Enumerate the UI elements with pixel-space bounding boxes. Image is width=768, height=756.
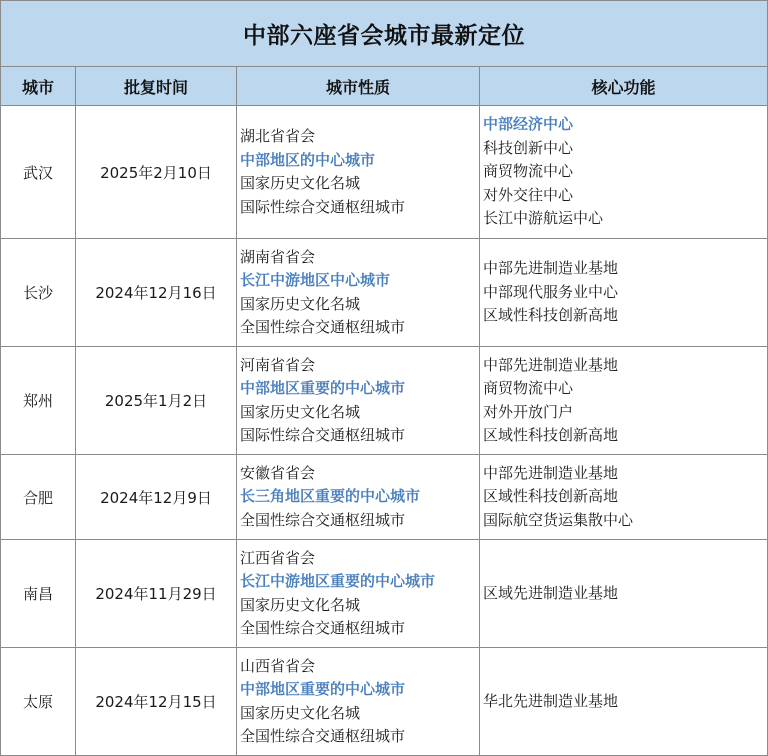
nature-line: 全国性综合交通枢纽城市 (240, 510, 406, 529)
function-line: 区域性科技创新高地 (483, 487, 619, 506)
approval-date-cell: 2024年11月29日 (76, 540, 237, 648)
header-nature: 城市性质 (237, 67, 480, 106)
function-line: 中部现代服务业中心 (483, 282, 619, 301)
function-line: 中部先进制造业基地 (483, 463, 619, 482)
nature-line: 河南省省会 (240, 355, 316, 374)
city-cell: 合肥 (1, 455, 76, 540)
city-cell: 郑州 (1, 347, 76, 455)
core-function-cell (480, 455, 768, 540)
nature-highlight-line: 中部地区重要的中心城市 (240, 379, 406, 397)
approval-date-cell: 2024年12月9日 (76, 455, 237, 540)
function-line: 中部先进制造业基地 (483, 259, 619, 278)
city-cell: 太原 (1, 648, 76, 756)
city-cell: 武汉 (1, 106, 76, 239)
function-line: 科技创新中心 (483, 138, 574, 157)
nature-highlight-line: 长江中游地区重要的中心城市 (240, 572, 436, 590)
function-line: 对外开放门户 (483, 402, 574, 421)
city-nature-cell (237, 239, 480, 347)
table-body (1, 106, 768, 756)
table-row (1, 540, 768, 648)
approval-date-cell: 2025年1月2日 (76, 347, 237, 455)
core-function-cell (480, 347, 768, 455)
nature-line: 国际性综合交通枢纽城市 (240, 426, 406, 444)
table-row (1, 455, 768, 540)
table-row (1, 239, 768, 347)
header-city: 城市 (1, 67, 76, 106)
header-row (1, 67, 768, 106)
function-line: 区域性科技创新高地 (483, 306, 619, 325)
city-nature-cell (237, 455, 480, 540)
nature-line: 国家历史文化名城 (240, 703, 361, 722)
nature-line: 全国性综合交通枢纽城市 (240, 727, 406, 745)
nature-line: 国家历史文化名城 (240, 402, 361, 421)
nature-line: 湖南省省会 (240, 247, 316, 266)
core-function-cell (480, 648, 768, 756)
nature-line: 国家历史文化名城 (240, 174, 361, 192)
nature-line: 全国性综合交通枢纽城市 (240, 318, 406, 336)
function-line: 中部先进制造业基地 (483, 355, 619, 374)
core-function-cell (480, 239, 768, 347)
nature-highlight-line: 中部地区的中心城市 (240, 150, 376, 169)
approval-date-cell: 2024年12月16日 (76, 239, 237, 347)
function-line: 区域性科技创新高地 (483, 426, 619, 444)
table-row (1, 106, 768, 239)
header-functions: 核心功能 (480, 67, 768, 106)
nature-line: 山西省省会 (240, 656, 316, 675)
core-function-cell (480, 106, 768, 239)
core-function-cell (480, 540, 768, 648)
nature-line: 江西省省会 (240, 548, 316, 567)
function-line: 商贸物流中心 (483, 379, 574, 397)
city-cell: 长沙 (1, 239, 76, 347)
function-line: 商贸物流中心 (483, 162, 574, 181)
nature-line: 国家历史文化名城 (240, 294, 361, 313)
city-nature-cell (237, 648, 480, 756)
city-nature-cell (237, 347, 480, 455)
city-cell: 南昌 (1, 540, 76, 648)
nature-highlight-line: 长江中游地区中心城市 (240, 271, 391, 289)
function-highlight-line: 中部经济中心 (483, 115, 574, 134)
city-nature-cell (237, 540, 480, 648)
title-row (1, 1, 768, 67)
approval-date-cell: 2024年12月15日 (76, 648, 237, 756)
header-date: 批复时间 (76, 67, 237, 106)
nature-line: 安徽省省会 (240, 463, 316, 482)
nature-line: 湖北省省会 (240, 127, 316, 145)
table-row (1, 648, 768, 756)
nature-highlight-line: 中部地区重要的中心城市 (240, 680, 406, 698)
table-row (1, 347, 768, 455)
table-title: 中部六座省会城市最新定位 (1, 1, 768, 67)
function-line: 区域先进制造业基地 (483, 583, 619, 602)
function-line: 华北先进制造业基地 (483, 691, 619, 710)
nature-line: 国家历史文化名城 (240, 595, 361, 614)
function-line: 对外交往中心 (483, 185, 574, 204)
nature-line: 全国性综合交通枢纽城市 (240, 619, 406, 637)
city-nature-cell (237, 106, 480, 239)
nature-highlight-line: 长三角地区重要的中心城市 (240, 487, 421, 506)
function-line: 国际航空货运集散中心 (483, 510, 634, 529)
nature-line: 国际性综合交通枢纽城市 (240, 197, 406, 216)
function-line: 长江中游航运中心 (483, 209, 604, 228)
approval-date-cell: 2025年2月10日 (76, 106, 237, 239)
